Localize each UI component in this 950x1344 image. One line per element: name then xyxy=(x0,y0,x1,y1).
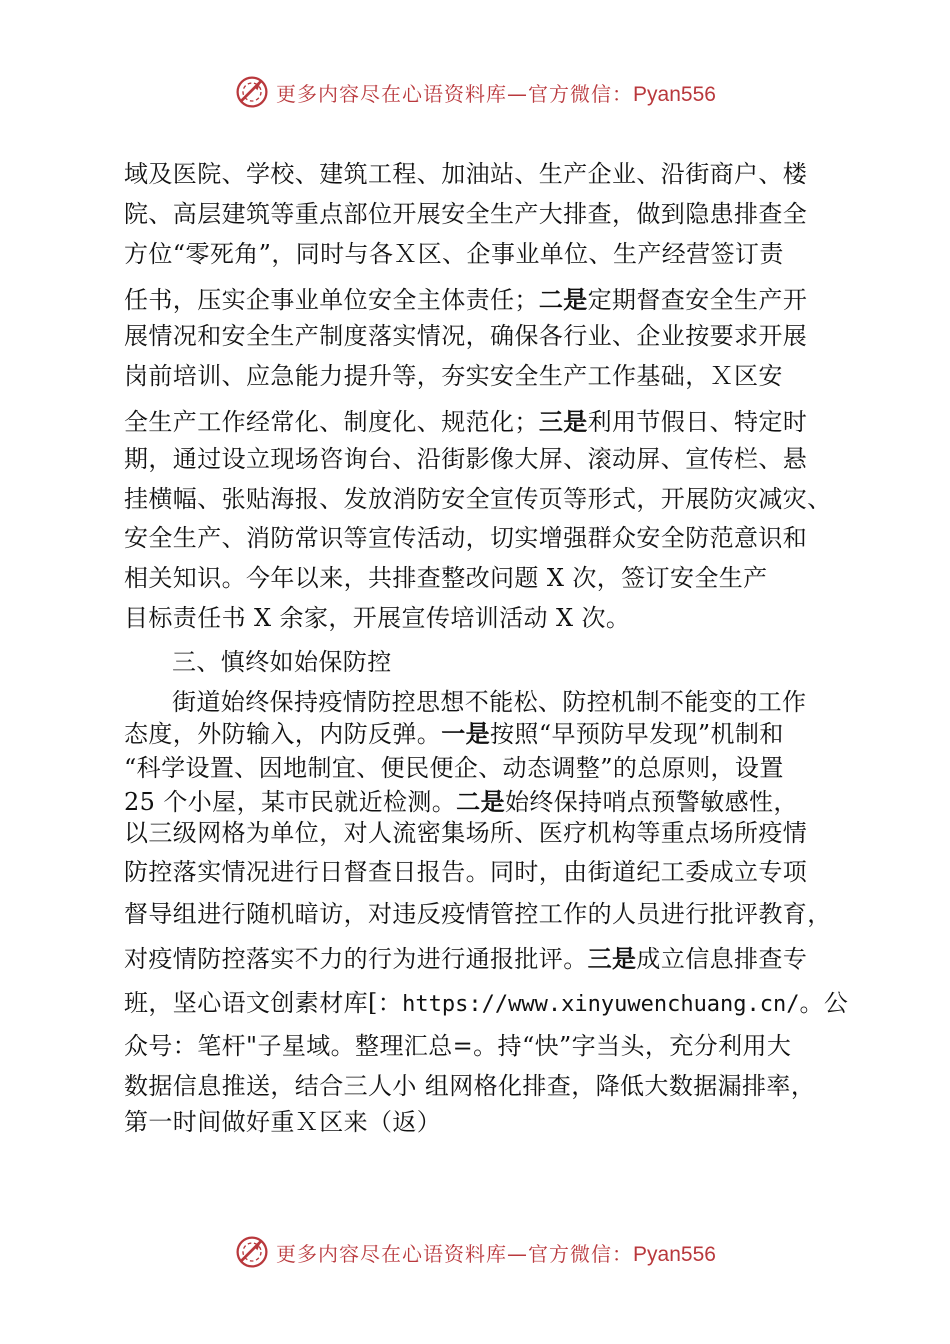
banner-wechat-id: Pyan556 xyxy=(633,1242,716,1266)
emphasis-label: 一是 xyxy=(441,720,491,748)
banner-text: 更多内容尽在心语资料库—官方微信：Pyan556 xyxy=(276,1241,716,1266)
text-line: 任书，压实企事业单位安全主体责任；二是定期督查安全生产开 xyxy=(124,286,808,314)
text-line: 25 个小屋，某市民就近检测。二是始终保持哨点预警敏感性， xyxy=(124,788,798,816)
text-line: 方位“零死角”，同时与各Ｘ区、企事业单位、生产经营签订责 xyxy=(124,240,784,268)
header-watermark-banner xyxy=(0,70,950,114)
text-line: 挂横幅、张贴海报、发放消防安全宣传页等形式，开展防灾减灾、 xyxy=(124,485,832,513)
url-text: https://www.xinyuwenchuang.cn/ xyxy=(402,992,800,1017)
text-line: 目标责任书 X 余家，开展宣传培训活动 X 次。 xyxy=(124,604,631,632)
text-line: 态度，外防输入，内防反弹。一是按照“早预防早发现”机制和 xyxy=(124,720,784,748)
text-line: 对疫情防控落实不力的行为进行通报批评。三是成立信息排查专 xyxy=(124,945,808,973)
text-line: 院、高层建筑等重点部位开展安全生产大排查，做到隐患排查全 xyxy=(124,200,808,228)
watermark-logo-icon xyxy=(234,74,270,110)
text-line: 安全生产、消防常识等宣传活动，切实增强群众安全防范意识和 xyxy=(124,524,808,552)
text-line: 督导组进行随机暗访，对违反疫情管控工作的人员进行批评教育， xyxy=(124,900,832,928)
text-line: 防控落实情况进行日督查日报告。同时，由街道纪工委成立专项 xyxy=(124,858,808,886)
emphasis-label: 二是 xyxy=(538,286,588,314)
section-heading: 三、慎终如始保防控 xyxy=(172,648,392,676)
emphasis-label: 三是 xyxy=(587,945,637,973)
text-line: 以三级网格为单位，对人流密集场所、医疗机构等重点场所疫情 xyxy=(124,819,808,847)
text-line: 街道始终保持疫情防控思想不能松、防控机制不能变的工作 xyxy=(172,688,807,716)
text-line: 域及医院、学校、建筑工程、加油站、生产企业、沿街商户、楼 xyxy=(124,160,808,188)
banner-wechat-id: Pyan556 xyxy=(633,82,716,106)
emphasis-label: 二是 xyxy=(456,788,505,816)
banner-text: 更多内容尽在心语资料库—官方微信：Pyan556 xyxy=(276,81,716,106)
watermark-logo-icon xyxy=(234,1234,270,1270)
text-line: 众号：笔杆"子星域。整理汇总=。持“快”字当头，充分利用大 xyxy=(124,1032,792,1060)
text-line: 期，通过设立现场咨询台、沿街影像大屏、滚动屏、宣传栏、悬 xyxy=(124,445,808,473)
text-line: 相关知识。今年以来，共排查整改问题 X 次，签订安全生产 xyxy=(124,564,768,592)
emphasis-label: 三是 xyxy=(538,408,588,436)
text-line: 岗前培训、应急能力提升等，夯实安全生产工作基础，Ｘ区安 xyxy=(124,362,783,390)
footer-watermark-banner xyxy=(0,1230,950,1274)
text-line: 全生产工作经常化、制度化、规范化；三是利用节假日、特定时 xyxy=(124,408,808,436)
text-line: 数据信息推送，结合三人小 组网格化排查，降低大数据漏排率， xyxy=(124,1072,816,1100)
text-line: 展情况和安全生产制度落实情况，确保各行业、企业按要求开展 xyxy=(124,322,808,350)
text-line: 第一时间做好重Ｘ区来（返） xyxy=(124,1108,442,1136)
text-line: 班，坚心语文创素材库[：https://www.xinyuwenchuang.cn/。公 xyxy=(124,989,849,1017)
text-line: “科学设置、因地制宜、便民便企、动态调整”的总原则，设置 xyxy=(124,754,784,782)
